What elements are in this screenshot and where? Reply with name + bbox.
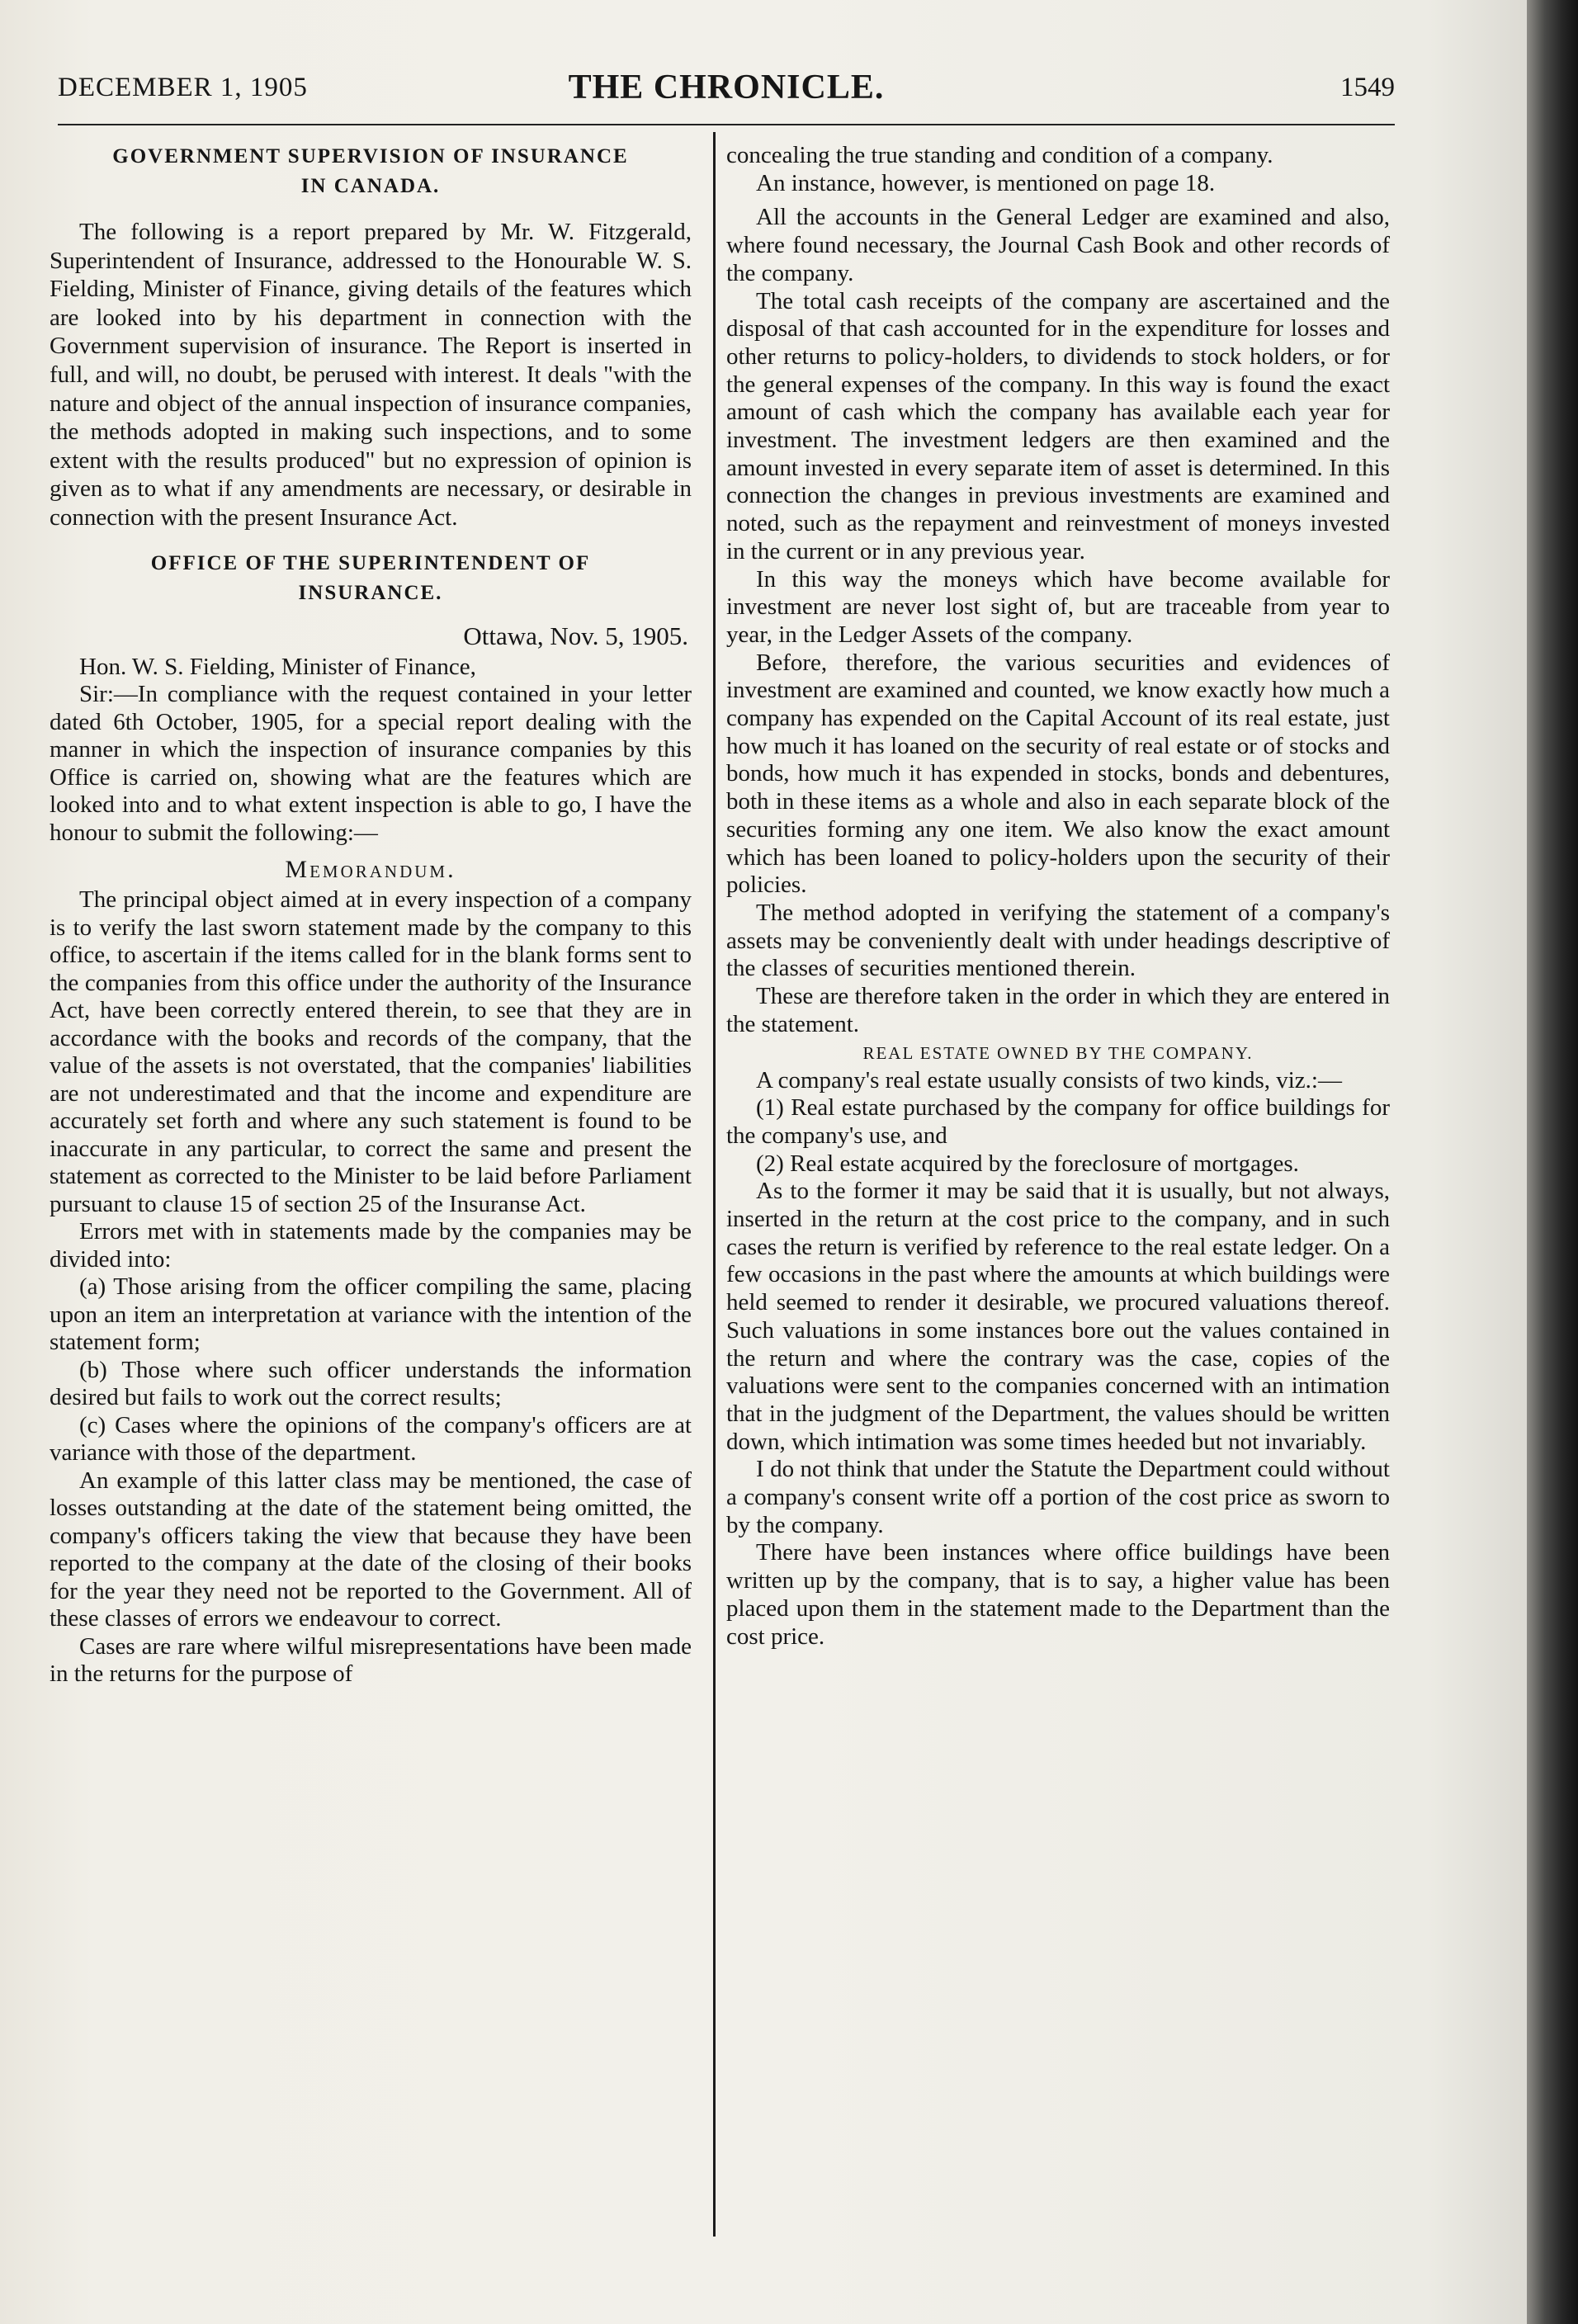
securities-paragraph: Before, therefore, the various securities and evidences of investment are examined and counted, we know exactly how much a company has expended on the Capital Account of its real estate, just how much it has loaned on the security of real estate or of stocks and bonds, how much it has expended in stocks, bonds and debentures, both in these items as a whole and also in each separate block of the securities forming any one item. We also know the exact amount which has been loaned to policy-holders upon the security of their policies. xyxy=(726,649,1390,899)
kinds-paragraph: A company's real estate usually consists of two kinds, viz.:— xyxy=(756,1066,1342,1094)
dateline: Ottawa, Nov. 5, 1905. xyxy=(463,621,688,650)
order-paragraph: These are therefore taken in the order in which they are entered in the statement. xyxy=(726,983,1390,1037)
office-heading-line-2: INSURANCE. xyxy=(298,581,443,604)
office-heading-line-1: OFFICE OF THE SUPERINTENDENT OF xyxy=(150,551,591,574)
article-title xyxy=(50,142,692,201)
header-rule xyxy=(58,124,1395,125)
memo-paragraph-4: Cases are rare where wilful misrepresentations have been made in the returns for the purpose of xyxy=(50,1632,692,1688)
letter-paragraph: Sir:—In compliance with the request contained in your letter dated 6th October, 1905, for a special report dealing with the manner in which the inspection of insurance companies by this Office is carried on, showing what are the features which are looked into and to what extent inspection is able to go, I have the honour to submit the following:— xyxy=(50,681,692,846)
kind-1-item: (1) Real estate purchased by the company for office buildings for the company's use, and xyxy=(726,1094,1390,1149)
left-column xyxy=(50,142,692,1689)
newspaper-title: THE CHRONICLE. xyxy=(568,68,885,106)
memo-paragraph-3: An example of this latter class may be mentioned, the case of losses outstanding at the date of the statement being omitted, the company's officers taking the view that because they have been reported to the company at the date of the closing of their books for the year they need not be reported to the Government. All of these classes of errors we endeavour to correct. xyxy=(50,1467,692,1632)
memo-paragraph-2: Errors met with in statements made by the companies may be divided into: xyxy=(50,1218,692,1273)
page-header xyxy=(58,64,1395,114)
instance-note: An instance, however, is mentioned on page 18. xyxy=(756,169,1216,196)
scan-binding-edge xyxy=(1527,0,1578,2324)
list-item-a: (a) Those arising from the officer compiling the same, placing upon an item an interpretation at variance with the intention of the statement form; xyxy=(50,1273,692,1356)
header-date: DECEMBER 1, 1905 xyxy=(58,73,308,102)
intro-paragraph: The following is a report prepared by Mr. W. Fitzgerald, Superintendent of Insurance, addressed to the Honourable W. S. Fielding, Minister of Finance, giving details of the features which are looked into by his department in connection with the Government supervision of insurance. The Report is inserted in full, and will, no doubt, be perused with interest. It deals "with the nature and object of the annual inspection of insurance companies, the methods adopted in making such inspections, and to some extent with the results produced" but no expression of opinion is given as to what if any amendments are necessary, or desirable in connection with the present Insurance Act. xyxy=(50,219,692,531)
office-heading xyxy=(50,549,692,608)
list-item-b: (b) Those where such officer understands the information desired but fails to work out the correct results; xyxy=(50,1356,692,1411)
page-number: 1549 xyxy=(1340,73,1395,102)
real-estate-heading: REAL ESTATE OWNED BY THE COMPANY. xyxy=(862,1042,1254,1063)
memorandum-heading: Memorandum. xyxy=(285,856,456,884)
statute-paragraph: I do not think that under the Statute the Department could without a company's consent write off a portion of the cost price as sworn to by the company. xyxy=(726,1456,1390,1538)
right-column xyxy=(726,142,1390,1651)
continuation-text: concealing the true standing and condition of a company. xyxy=(726,142,1273,168)
moneys-paragraph: In this way the moneys which have become available for investment are never lost sight of, but are traceable from year to year, in the Ledger Assets of the company. xyxy=(726,565,1390,648)
kind-2-item: (2) Real estate acquired by the foreclosure of mortgages. xyxy=(756,1150,1299,1177)
cash-paragraph: The total cash receipts of the company are ascertained and the disposal of that cash accounted for in the expenditure for losses and other returns to policy-holders, to dividends to stock holders, or for the general expenses of the company. In this way is found the exact amount of cash which the company has available each year for investment. The investment ledgers are then examined and the amount invested in every separate item of asset is determined. In this connection the changes in previous investments are examined and noted, such as the repayment and reinvestment of moneys invested in the current or in any previous year. xyxy=(726,287,1390,564)
method-paragraph: The method adopted in verifying the statement of a company's assets may be conveniently dealt with under headings descriptive of the classes of securities mentioned therein. xyxy=(726,899,1390,982)
article-title-line-2: IN CANADA. xyxy=(300,175,441,197)
addressee: Hon. W. S. Fielding, Minister of Finance, xyxy=(79,653,476,680)
column-divider xyxy=(713,132,716,2237)
instances-paragraph: There have been instances where office buildings have been written up by the company, that is to say, a higher value has been placed upon them in the statement made to the Department than the cost price. xyxy=(726,1539,1390,1650)
list-item-c: (c) Cases where the opinions of the company's officers are at variance with those of the department. xyxy=(50,1411,692,1467)
accounts-paragraph: All the accounts in the General Ledger are examined and also, where found necessary, the Journal Cash Book and other records of the company. xyxy=(726,204,1390,286)
article-title-line-1: GOVERNMENT SUPERVISION OF INSURANCE xyxy=(112,145,629,168)
former-paragraph: As to the former it may be said that it is usually, but not always, inserted in the return at the cost price to the company, and in such cases the return is verified by reference to the real estate ledger. On a few occasions in the past where the amounts at which buildings were held seemed to render it desirable, we procured valuations thereof. Such valuations in some instances bore out the values contained in the return and where the contrary was the case, copies of the valuations were sent to the companies concerned with an intimation that in the judgment of the Department, the values should be written down, which intimation was some times heeded but not invariably. xyxy=(726,1178,1390,1455)
memo-paragraph-1: The principal object aimed at in every inspection of a company is to verify the last sworn statement made by the company to this office, to ascertain if the items called for in the blank forms sent to the companies from this office under the authority of the Insurance Act, have been correctly entered therein, to see that they are in accordance with the books and records of the company, that the value of the assets is not overstated, that the companies' liabilities are not underestimated and that the income and expenditure are accurately set forth and where any such statement is found to be inaccurate in any particular, to correct the same and present the statement as corrected to the Minister to be laid before Parliament pursuant to clause 15 of section 25 of the Insuranse Act. xyxy=(50,886,692,1217)
